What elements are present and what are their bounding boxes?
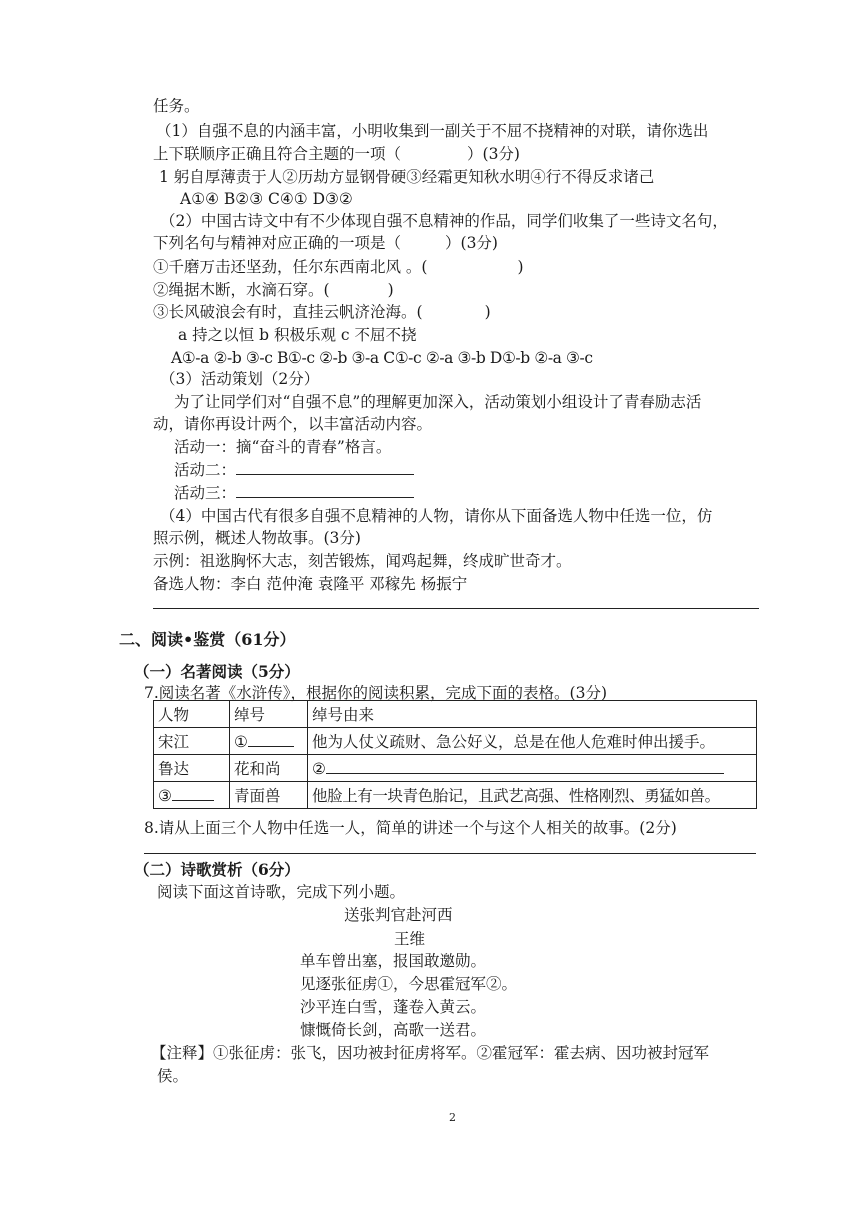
table-cell: 宋江 [154,728,230,755]
question-1-prompt-cont: 上下联顺序正确且符合主题的一项（ ）(3分) [153,145,520,163]
table-cell: ① [230,728,308,755]
table-header: 绰号 [230,701,308,728]
activity-2: 活动二： [174,460,414,480]
nickname-table [153,700,757,809]
question-3-prompt: 为了让同学们对“自强不息”的理解更加深入，活动策划小组设计了青春励志活 [174,393,702,411]
table-cell: 花和尚 [230,755,308,782]
quote-3: ③长风破浪会有时，直挂云帆济沧海。( ) [153,303,491,321]
answer-line[interactable] [144,853,756,854]
poem-line: 单车曾出塞，报国敢邀勋。 [300,952,487,970]
section-2-2-title: （二）诗歌赏析（6分） [134,860,300,879]
table-cell: 他为人仗义疏财、急公好义，总是在他人危难时伸出援手。 [308,728,757,755]
answer-line[interactable] [153,608,759,609]
question-4-prompt-cont: 照示例，概述人物故事。(3分) [153,529,361,547]
question-2-options: A①-a ②-b ③-c B①-c ②-b ③-a C①-c ②-a ③-b D①-b ②-a ③-c [171,349,593,367]
candidate-list: 备选人物：李白 范仲淹 袁隆平 邓稼先 杨振宁 [153,575,468,593]
question-2-prompt: （2）中国古诗文中有不少体现自强不息精神的作品，同学们收集了一些诗文名句， [160,212,728,230]
text-line: 任务。 [153,97,200,115]
question-2-prompt-cont: 下列名句与精神对应正确的一项是（ ）(3分) [153,234,498,252]
poem-line: 沙平连白雪，蓬卷入黄云。 [300,998,487,1016]
quote-1: ①千磨万击还坚劲，任尔东西南北风 。( ) [153,258,524,276]
page-number: 2 [449,1111,456,1124]
activity-2-blank[interactable] [236,460,414,475]
table-header: 人物 [154,701,230,728]
section-2-title: 二、阅读•鉴赏（61分） [119,630,296,649]
table-cell: 鲁达 [154,755,230,782]
poem-line: 见逐张征虏①，今思霍冠军②。 [300,975,518,993]
question-4-example: 示例：祖逖胸怀大志，刻苦锻炼，闻鸡起舞，终成旷世奇才。 [153,552,572,570]
table-row [154,728,757,755]
question-8-prompt: 8.请从上面三个人物中任选一人，简单的讲述一个与这个人相关的故事。(2分) [144,819,677,837]
nickname-blank[interactable] [248,732,294,747]
quote-2: ②绳据木断，水滴石穿。( ) [153,281,394,299]
question-1-items: 1 躬自厚薄责于人②历劫方显钢骨硬③经霜更知秋水明④行不得反求诸己 [159,168,655,186]
poem-line: 慷慨倚长剑，高歌一送君。 [300,1021,487,1039]
table-row [154,782,757,809]
activity-1: 活动一：摘“奋斗的青春”格言。 [174,438,392,456]
poem-title: 送张判官赴河西 [344,906,453,924]
table-cell: ③ [154,782,230,809]
person-blank[interactable] [172,786,214,801]
activity-3: 活动三： [174,483,414,503]
question-3-title: （3）活动策划（2分） [160,370,320,388]
table-cell: 他脸上有一块青色胎记，且武艺高强、性格刚烈、勇猛如兽。 [308,782,757,809]
table-header: 绰号由来 [308,701,757,728]
table-cell: 青面兽 [230,782,308,809]
activity-3-blank[interactable] [236,483,414,498]
poem-intro: 阅读下面这首诗歌，完成下列小题。 [157,883,406,901]
table-row [154,755,757,782]
question-1-prompt: （1）自强不息的内涵丰富，小明收集到一副关于不屈不挠精神的对联，请你选出 [156,122,709,140]
poem-author: 王维 [394,930,426,948]
origin-blank[interactable] [326,759,724,774]
table-header-row [154,701,757,728]
question-4-prompt: （4）中国古代有很多自强不息精神的人物，请你从下面备选人物中任选一位，仿 [160,507,713,525]
question-3-prompt-cont: 动，请你再设计两个，以丰富活动内容。 [153,415,433,433]
section-2-1-title: （一）名著阅读（5分） [134,662,300,681]
question-1-options: A①④ B②③ C④① D③② [180,190,353,208]
poem-notes: 【注释】①张征虏：张飞，因功被封征虏将军。②霍冠军：霍去病、因功被封冠军 [151,1044,710,1062]
question-7-prompt: 7.阅读名著《水浒传》，根据你的阅读积累，完成下面的表格。(3分) [144,684,607,702]
spirit-options: a 持之以恒 b 积极乐观 c 不屈不挠 [178,326,417,344]
poem-notes-cont: 侯。 [157,1067,189,1085]
table-cell: ② [308,755,757,782]
